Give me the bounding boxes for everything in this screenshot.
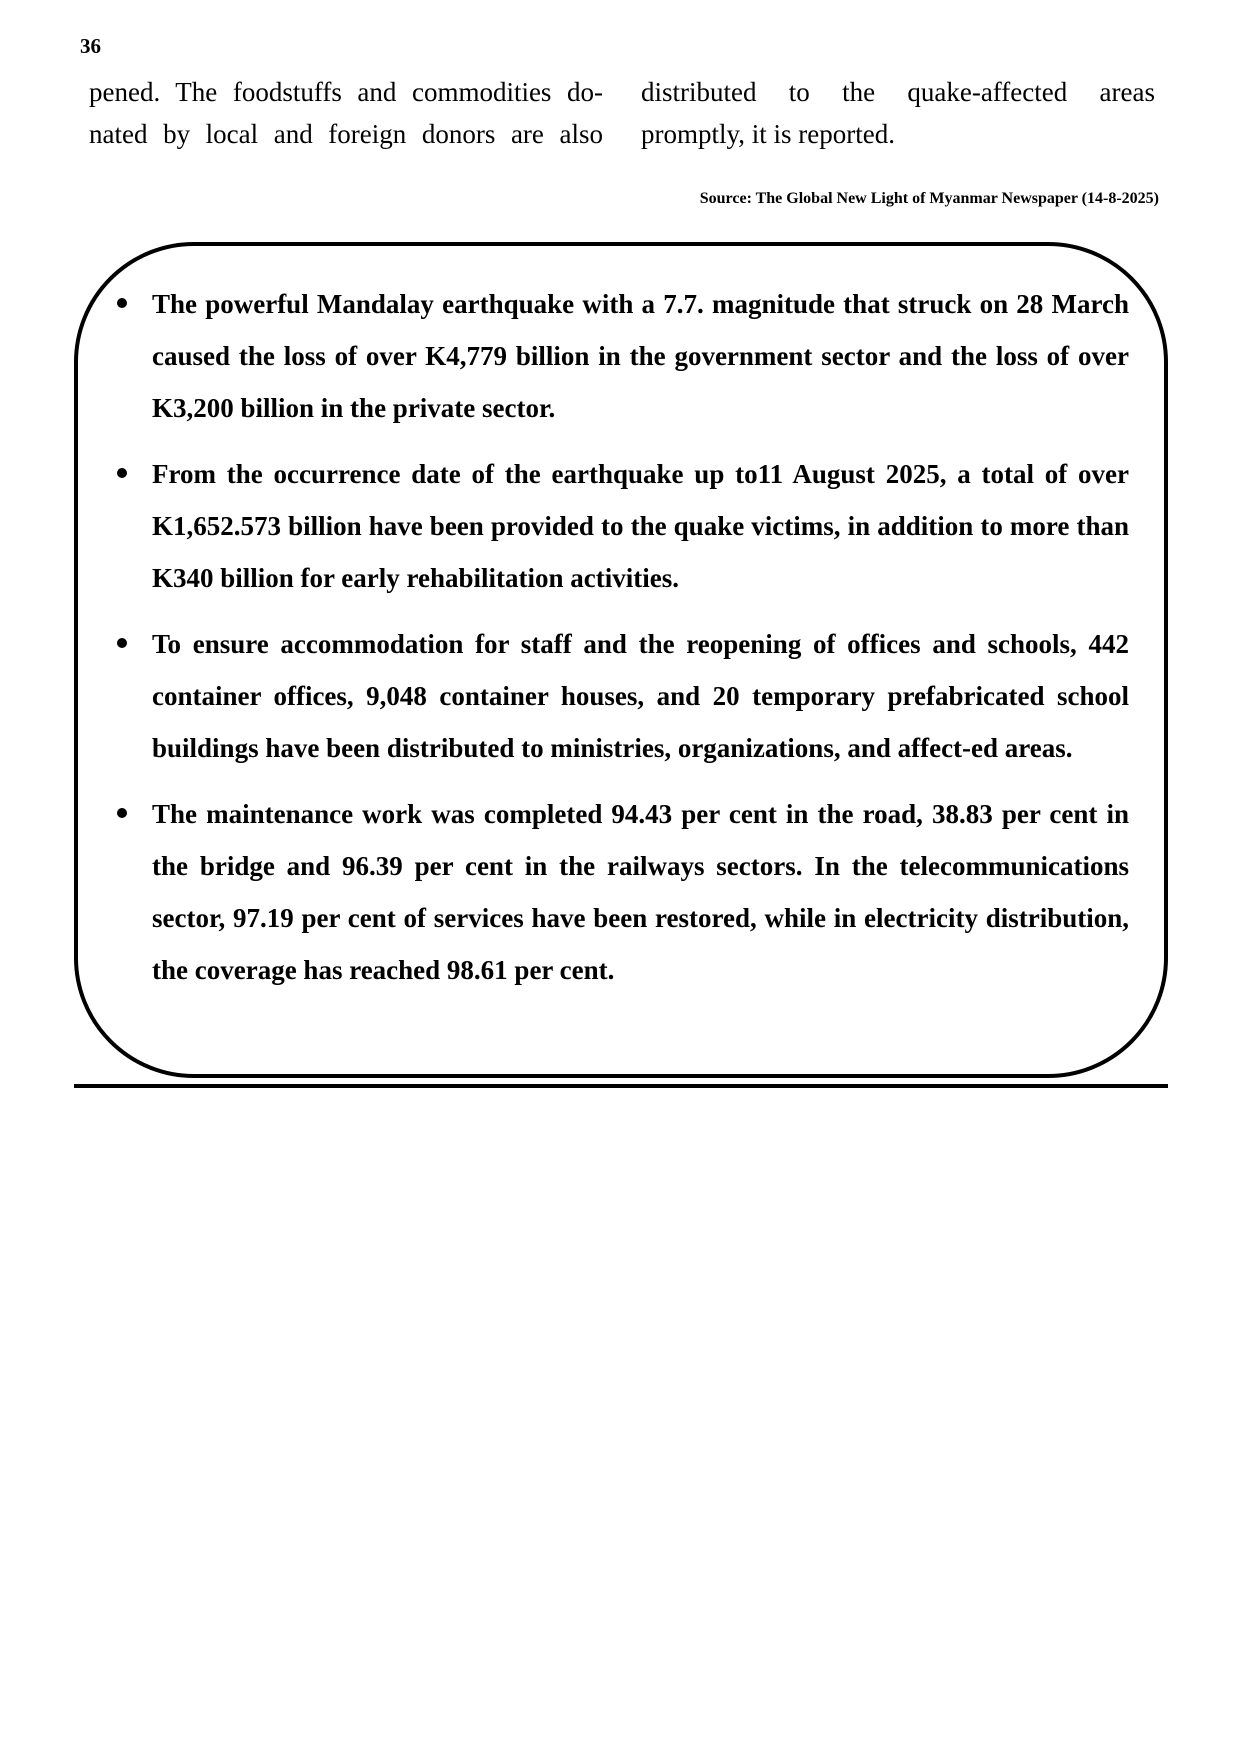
bullet-icon: [117, 808, 127, 818]
page-number: 36: [80, 34, 101, 58]
text-column-left: [89, 71, 603, 155]
highlights-list: [152, 278, 1129, 1010]
source-citation: Source: The Global New Light of Myanmar Newspaper (14-8-2025): [699, 190, 1159, 207]
bullet-icon: [117, 638, 127, 648]
highlight-item: [152, 618, 1129, 774]
paragraph-line: nated by local and foreign donors are also: [89, 119, 603, 149]
highlight-text: To ensure accommodation for staff and the reopening of offices and schools, 442 container offices, 9,048 container houses, and 20 temporary prefabricated school buildings have been distributed to ministries, organizations, and affect-ed areas.: [152, 629, 1129, 763]
highlight-text: The maintenance work was completed 94.43 per cent in the road, 38.83 per cent in the bridge and 96.39 per cent in the railways sectors. In the telecommunications sector, 97.19 per cent of services have been restored, while in electricity distribution, the coverage has reached 98.61 per cent.: [152, 799, 1129, 985]
highlight-item: [152, 788, 1129, 996]
highlight-text: The powerful Mandalay earthquake with a 7.7. magnitude that struck on 28 March caused the loss of over K4,779 billion in the government sector and the loss of over K3,200 billion in the private sector.: [152, 289, 1129, 423]
paragraph-line: distributed to the quake-affected areas: [641, 77, 1155, 107]
highlight-item: [152, 448, 1129, 604]
highlight-item: [152, 278, 1129, 434]
highlight-text: From the occurrence date of the earthquake up to11 August 2025, a total of over K1,652.573 billion have been provided to the quake victims, in addition to more than K340 billion for early rehabilitation activities.: [152, 459, 1129, 593]
paragraph-line: pened. The foodstuffs and commodities do-: [89, 77, 603, 107]
bullet-icon: [117, 468, 127, 478]
bullet-icon: [117, 298, 127, 308]
paragraph-line: promptly, it is reported.: [641, 119, 895, 149]
text-column-right: [641, 71, 1155, 155]
section-divider: [74, 1084, 1168, 1088]
